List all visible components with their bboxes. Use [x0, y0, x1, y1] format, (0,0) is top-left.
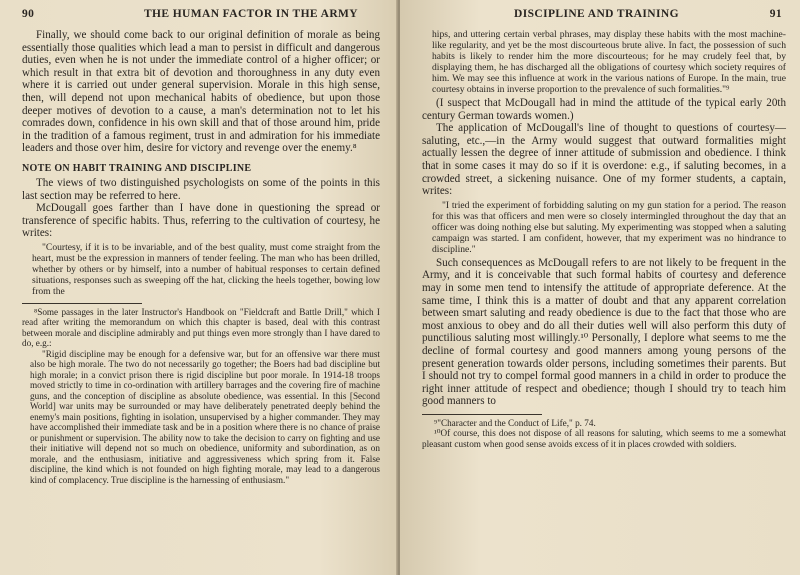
- paragraph: Finally, we should come back to our original definition of morale as being essentially those qualities which lead a man to persist in difficult and dangerous duties, even when he is not under the immediate control of a higher officer; or which result in that extra bit of devotion and thoroughness in any duty even where it is carried out under general supervision. Morale in this high sense, then, will depend not upon mechanical habits of obedience, but upon those deeper motives of devotion to a cause, a man's determination not to let his comrades down, confidence in his own skill and that of those around him, pride in the tradition of a famous regiment, trust in and admiration for his immediate leaders and those over him, desire for victory and revenge over the enemy.⁸: [22, 29, 380, 155]
- block-quote: "I tried the experiment of forbidding saluting on my gun station for a period. The reason for this was that officers and men were so closely intermingled throughout the day that an officer was doing nothing else but saluting. My experimenting was stopped when a saluting campaign was started. I am confident, however, that my experiment was no hindrance to discipline.": [432, 199, 786, 255]
- block-quote-continued: hips, and uttering certain verbal phrases, may display these habits with the most machine-like regularity, and yet be the most discourteous brute alive. In fact, the possession of such habits is likely to render him the more discourteous; for he may crudely feel that, by displaying them, he has discharged all the obligations of courtesy which society requires of him. We may see this influence at work in the various nations of Europe. In the main, true courtesy obtains in inverse proportion to the prevalence of such formalities."⁹: [432, 29, 786, 95]
- footnote-divider: [22, 303, 142, 304]
- block-quote: "Courtesy, if it is to be invariable, and of the best quality, must come straight from the heart, must be the expression in manners of tender feeling. The man who has been drilled, whether by others or by himself, into a number of habitual responses to certain defined situations, responses such as sweeping off the hat, clicking the heels together, bowing low from the: [32, 241, 380, 297]
- paragraph: The views of two distinguished psychologists on some of the points in this last section may be referred to here.: [22, 176, 380, 202]
- running-head: DISCIPLINE AND TRAINING: [514, 8, 679, 20]
- page-number: 90: [22, 8, 35, 20]
- footnote-quote: "Rigid discipline may be enough for a defensive war, but for an offensive war there must also be high morale. The two do not necessarily go together; the Boers had bad discipline but high morale; in a convict prison there is rigid discipline but poor morale. In 1914-18 troops moved strictly to time in co-ordination with artillery barrages and the covering fire of machine guns, and the conception of discipline as absolute obedience, was essential. In this [Second World] war units may be surrounded or may have deliberately penetrated deeply behind the enemy's main positions, fighting in isolation, unsupervised by a higher commander. They may have accomplished their immediate task and be in a position where there is no chance of praise or punishment or supervision. The ability now to take the decision to carry on fighting and use their initiative will depend not so much on obedience, uniformity and subordination, as on morale, and the enthusiasm, initiative and aggressiveness which spring from it. False discipline, the kind which is not founded on high fighting morale, may lead to a dangerous kind of complacency. True discipline is the harnessing of enthusiasm.": [30, 348, 380, 485]
- left-page-header: [22, 8, 380, 22]
- paragraph: McDougall goes farther than I have done in questioning the spread or transference of specific habits. Thus, referring to the cultivation of courtesy, he writes:: [22, 202, 380, 240]
- footnote: ⁸Some passages in the later Instructor's Handbook on "Fieldcraft and Battle Drill," which I read after writing the memorandum on which this chapter is based, deal with this contrast between morale and discipline admirably and put things even more strongly than I have dared to do, e.g.:: [22, 306, 380, 349]
- right-page-header: [422, 8, 786, 22]
- running-head: THE HUMAN FACTOR IN THE ARMY: [143, 8, 358, 20]
- footnote: ¹⁰Of course, this does not dispose of all reasons for saluting, which seems to me a somewhat pleasant custom when good sense avoids excess of it in places crowded with soldiers.: [422, 428, 786, 449]
- page-number: 91: [769, 8, 782, 20]
- paragraph: (I suspect that McDougall had in mind the attitude of the typical early 20th century German towards women.): [422, 97, 786, 122]
- left-page: [0, 0, 398, 575]
- footnote: ⁹"Character and the Conduct of Life," p. 74.: [434, 417, 596, 428]
- section-heading: NOTE ON HABIT TRAINING AND DISCIPLINE: [22, 162, 252, 174]
- footnote-divider: [422, 414, 542, 415]
- right-page: [400, 0, 800, 575]
- paragraph: Such consequences as McDougall refers to are not likely to be frequent in the Army, and it is conceivable that such formal habits of courtesy and deference may in some men tend to intensify the attitude of appropriate deference. At the same time, I think this is a matter of doubt and that any apparent correlation between smart saluting and ready obedience is due to the fact that those who are most anxious to obey and do all their duties well will also perform this duty of punctilious saluting most willingly.¹⁰ Personally, I deplore what seems to me the decline of formal courtesy and good manners among young persons of the present generation towards older persons, including sometimes their parents. But I should not try to compel formal good manners in a child in order to produce the right inner attitude of respect and obedience; though I should try to teach him good manners to: [422, 256, 786, 408]
- paragraph: The application of McDougall's line of thought to questions of courtesy—saluting, etc.,—in the Army would suggest that outward formalities might actually lessen the degree of inner attitude of submission and obedience. I think that in some cases it may do so if it is overdone: e.g., if saluting becomes, in a crowded street, a sickening nuisance. One of my former students, a captain, writes:: [422, 122, 786, 198]
